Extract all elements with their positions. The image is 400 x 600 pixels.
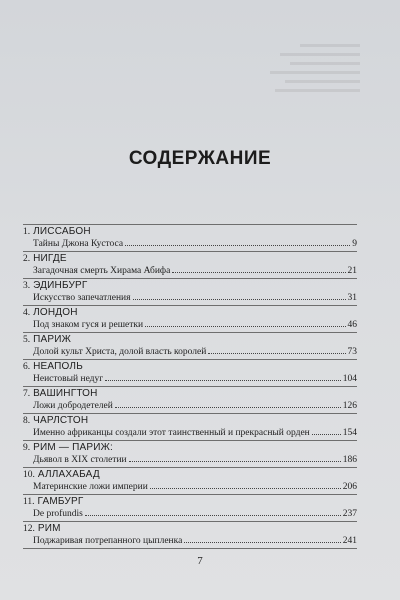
chapter-heading: ЛИССАБОН	[33, 226, 91, 237]
chapter-heading: ЧАРЛСТОН	[33, 415, 89, 426]
leader-dots	[184, 542, 340, 543]
chapter-subtitle: Ложи добродетелей	[33, 401, 113, 411]
leader-dots	[150, 488, 341, 489]
toc-entry	[23, 332, 357, 359]
toc-entry	[23, 251, 357, 278]
leader-dots	[172, 272, 345, 273]
chapter-number: 6.	[23, 362, 31, 372]
leader-dots	[208, 353, 345, 354]
chapter-subtitle: Поджаривая потрепанного цыпленка	[33, 536, 183, 546]
page-number: 186	[342, 455, 357, 465]
chapter-number: 9.	[23, 443, 31, 453]
chapter-subtitle: Загадочная смерть Хирама Абифа	[33, 266, 171, 276]
chapter-number: 11.	[23, 497, 35, 507]
chapter-subtitle: Долой культ Христа, долой власть королей	[33, 347, 207, 357]
chapter-heading: ЭДИНБУРГ	[33, 280, 88, 291]
chapter-heading: ВАШИНГТОН	[33, 388, 98, 399]
chapter-subtitle: Именно африканцы создали этот таинственный и прекрасный орден	[33, 428, 310, 438]
page-number: 46	[347, 320, 357, 330]
leader-dots	[129, 461, 341, 462]
chapter-heading: ГАМБУРГ	[37, 496, 84, 507]
page-number: 9	[352, 239, 357, 249]
chapter-heading: РИМ — ПАРИЖ:	[33, 442, 113, 453]
chapter-number: 1.	[23, 227, 31, 237]
leader-dots	[105, 380, 341, 381]
page-number: 104	[342, 374, 357, 384]
chapter-number: 10.	[23, 470, 35, 480]
leader-dots	[145, 326, 345, 327]
chapter-heading: ЛОНДОН	[33, 307, 78, 318]
toc-entry	[23, 224, 357, 251]
page-number: 126	[342, 401, 357, 411]
chapter-subtitle: Искусство запечатления	[33, 293, 131, 303]
chapter-heading: НЕАПОЛЬ	[33, 361, 83, 372]
page-number: 21	[347, 266, 357, 276]
page-number: 73	[347, 347, 357, 357]
page-number: 241	[342, 536, 357, 546]
page-number: 31	[347, 293, 357, 303]
chapter-number: 4.	[23, 308, 31, 318]
leader-dots	[312, 434, 341, 435]
chapter-subtitle: De profundis	[33, 509, 83, 519]
show-through-text	[140, 38, 360, 198]
chapter-subtitle: Дьявол в XIX столетии	[33, 455, 127, 465]
chapter-number: 3.	[23, 281, 31, 291]
toc-entry	[23, 305, 357, 332]
page-title: СОДЕРЖАНИЕ	[128, 148, 272, 169]
toc-entry	[23, 494, 357, 521]
toc-entry	[23, 440, 357, 467]
chapter-number: 2.	[23, 254, 31, 264]
chapter-subtitle: Материнские ложи империи	[33, 482, 148, 492]
page-number: 237	[342, 509, 357, 519]
leader-dots	[125, 245, 350, 246]
toc-entry	[23, 386, 357, 413]
toc-entry	[23, 467, 357, 494]
leader-dots	[133, 299, 346, 300]
chapter-heading: РИМ	[37, 523, 61, 534]
chapter-subtitle: Под знаком гуся и решетки	[33, 320, 144, 330]
chapter-number: 7.	[23, 389, 31, 399]
toc-entry	[23, 413, 357, 440]
chapter-heading: АЛЛАХАБАД	[37, 469, 100, 480]
folio-page-number: 7	[197, 555, 203, 567]
chapter-subtitle: Неистовый недуг	[33, 374, 104, 384]
table-of-contents	[23, 224, 357, 549]
leader-dots	[115, 407, 341, 408]
chapter-heading: ПАРИЖ	[33, 334, 72, 345]
leader-dots	[85, 515, 341, 516]
page-number: 154	[342, 428, 357, 438]
chapter-number: 12.	[23, 524, 35, 534]
page-number: 206	[342, 482, 357, 492]
toc-entry	[23, 278, 357, 305]
toc-entry	[23, 521, 357, 549]
chapter-number: 5.	[23, 335, 31, 345]
chapter-heading: НИГДЕ	[33, 253, 67, 264]
chapter-number: 8.	[23, 416, 31, 426]
chapter-subtitle: Тайны Джона Кустоса	[33, 239, 124, 249]
toc-entry	[23, 359, 357, 386]
